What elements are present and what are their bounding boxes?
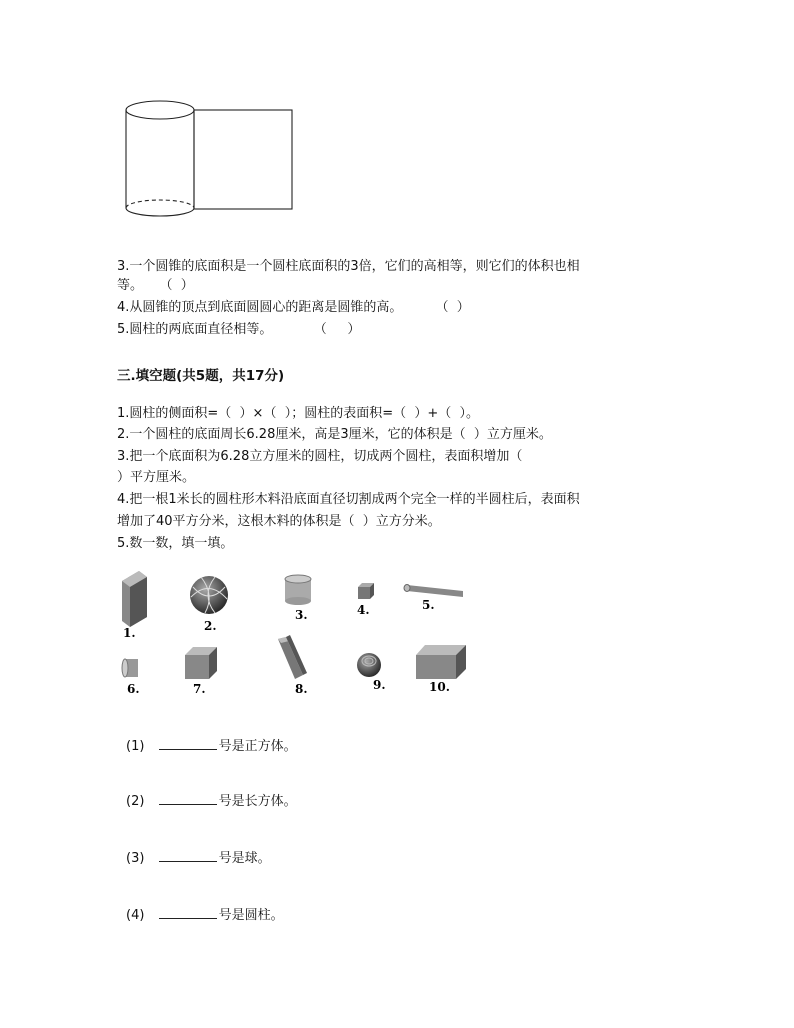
fill-item-3-line2: ）平方厘米。 <box>117 470 196 485</box>
judge-item-3-line2: 等。 （ ） <box>117 278 194 293</box>
object-3-cylinder <box>285 575 311 605</box>
solid-objects-figure <box>117 569 469 701</box>
answer-blank-4[interactable] <box>159 904 217 919</box>
section-title: 三.填空题(共5题，共17分) <box>117 368 285 384</box>
object-label-10: 10. <box>429 680 450 694</box>
unrolled-rectangle <box>194 110 292 209</box>
object-label-3: 3. <box>295 608 308 622</box>
object-10-flat-box <box>416 645 466 679</box>
answer-row-3 <box>126 847 271 868</box>
object-label-2: 2. <box>204 619 217 633</box>
fill-item-3-line1: 3.把一个底面积为6.28立方厘米的圆柱，切成两个圆柱，表面积增加（ <box>117 449 523 464</box>
answer-text: 号是圆柱。 <box>218 908 284 923</box>
cylinder-net-figure <box>118 96 298 220</box>
cylinder-bottom-back-dashed <box>126 200 194 208</box>
object-6-small-cylinder <box>122 659 138 677</box>
fill-item-2: 2.一个圆柱的底面周长6.28厘米，高是3厘米，它的体积是（ ）立方厘米。 <box>117 427 552 442</box>
object-label-1: 1. <box>123 626 136 640</box>
answer-blank-3[interactable] <box>159 847 217 862</box>
answer-number: (1) <box>126 739 145 754</box>
object-9-small-ball <box>357 653 381 677</box>
object-label-9: 9. <box>373 678 386 692</box>
judge-item-3-line1: 3.一个圆锥的底面积是一个圆柱底面积的3倍，它们的高相等，则它们的体积也相 <box>117 259 580 274</box>
judge-item-5: 5.圆柱的两底面直径相等。 （ ） <box>117 322 361 337</box>
answer-text: 号是长方体。 <box>218 794 297 809</box>
answer-number: (4) <box>126 908 145 923</box>
object-label-6: 6. <box>127 682 140 696</box>
object-label-4: 4. <box>357 603 370 617</box>
judge-item-4: 4.从圆锥的顶点到底面圆圆心的距离是圆锥的高。 （ ） <box>117 300 470 315</box>
object-label-5: 5. <box>422 598 435 612</box>
answer-text: 号是球。 <box>218 851 271 866</box>
cylinder-top-ellipse <box>126 101 194 119</box>
answer-blank-1[interactable] <box>159 735 217 750</box>
object-7-cube <box>185 647 217 679</box>
fill-item-5: 5.数一数，填一填。 <box>117 536 234 551</box>
answer-row-1 <box>126 735 297 756</box>
answer-text: 号是正方体。 <box>218 739 297 754</box>
object-2-ball <box>190 576 228 614</box>
answer-row-2 <box>126 790 297 811</box>
object-label-8: 8. <box>295 682 308 696</box>
object-label-7: 7. <box>193 682 206 696</box>
fill-item-4-line2: 增加了40平方分米，这根木料的体积是（ ）立方分米。 <box>117 514 441 529</box>
answer-number: (3) <box>126 851 145 866</box>
object-1-tall-box <box>122 571 147 627</box>
cylinder-bottom-front <box>126 208 194 216</box>
object-4-small-cube <box>358 583 374 599</box>
fill-item-4-line1: 4.把一根1米长的圆柱形木料沿底面直径切割成两个完全一样的半圆柱后，表面积 <box>117 492 580 507</box>
answer-row-4 <box>126 904 284 925</box>
answer-blank-2[interactable] <box>159 790 217 805</box>
answer-number: (2) <box>126 794 145 809</box>
fill-item-1: 1.圆柱的侧面积=（ ）×（ ）；圆柱的表面积=（ ）+（ ）。 <box>117 406 480 421</box>
